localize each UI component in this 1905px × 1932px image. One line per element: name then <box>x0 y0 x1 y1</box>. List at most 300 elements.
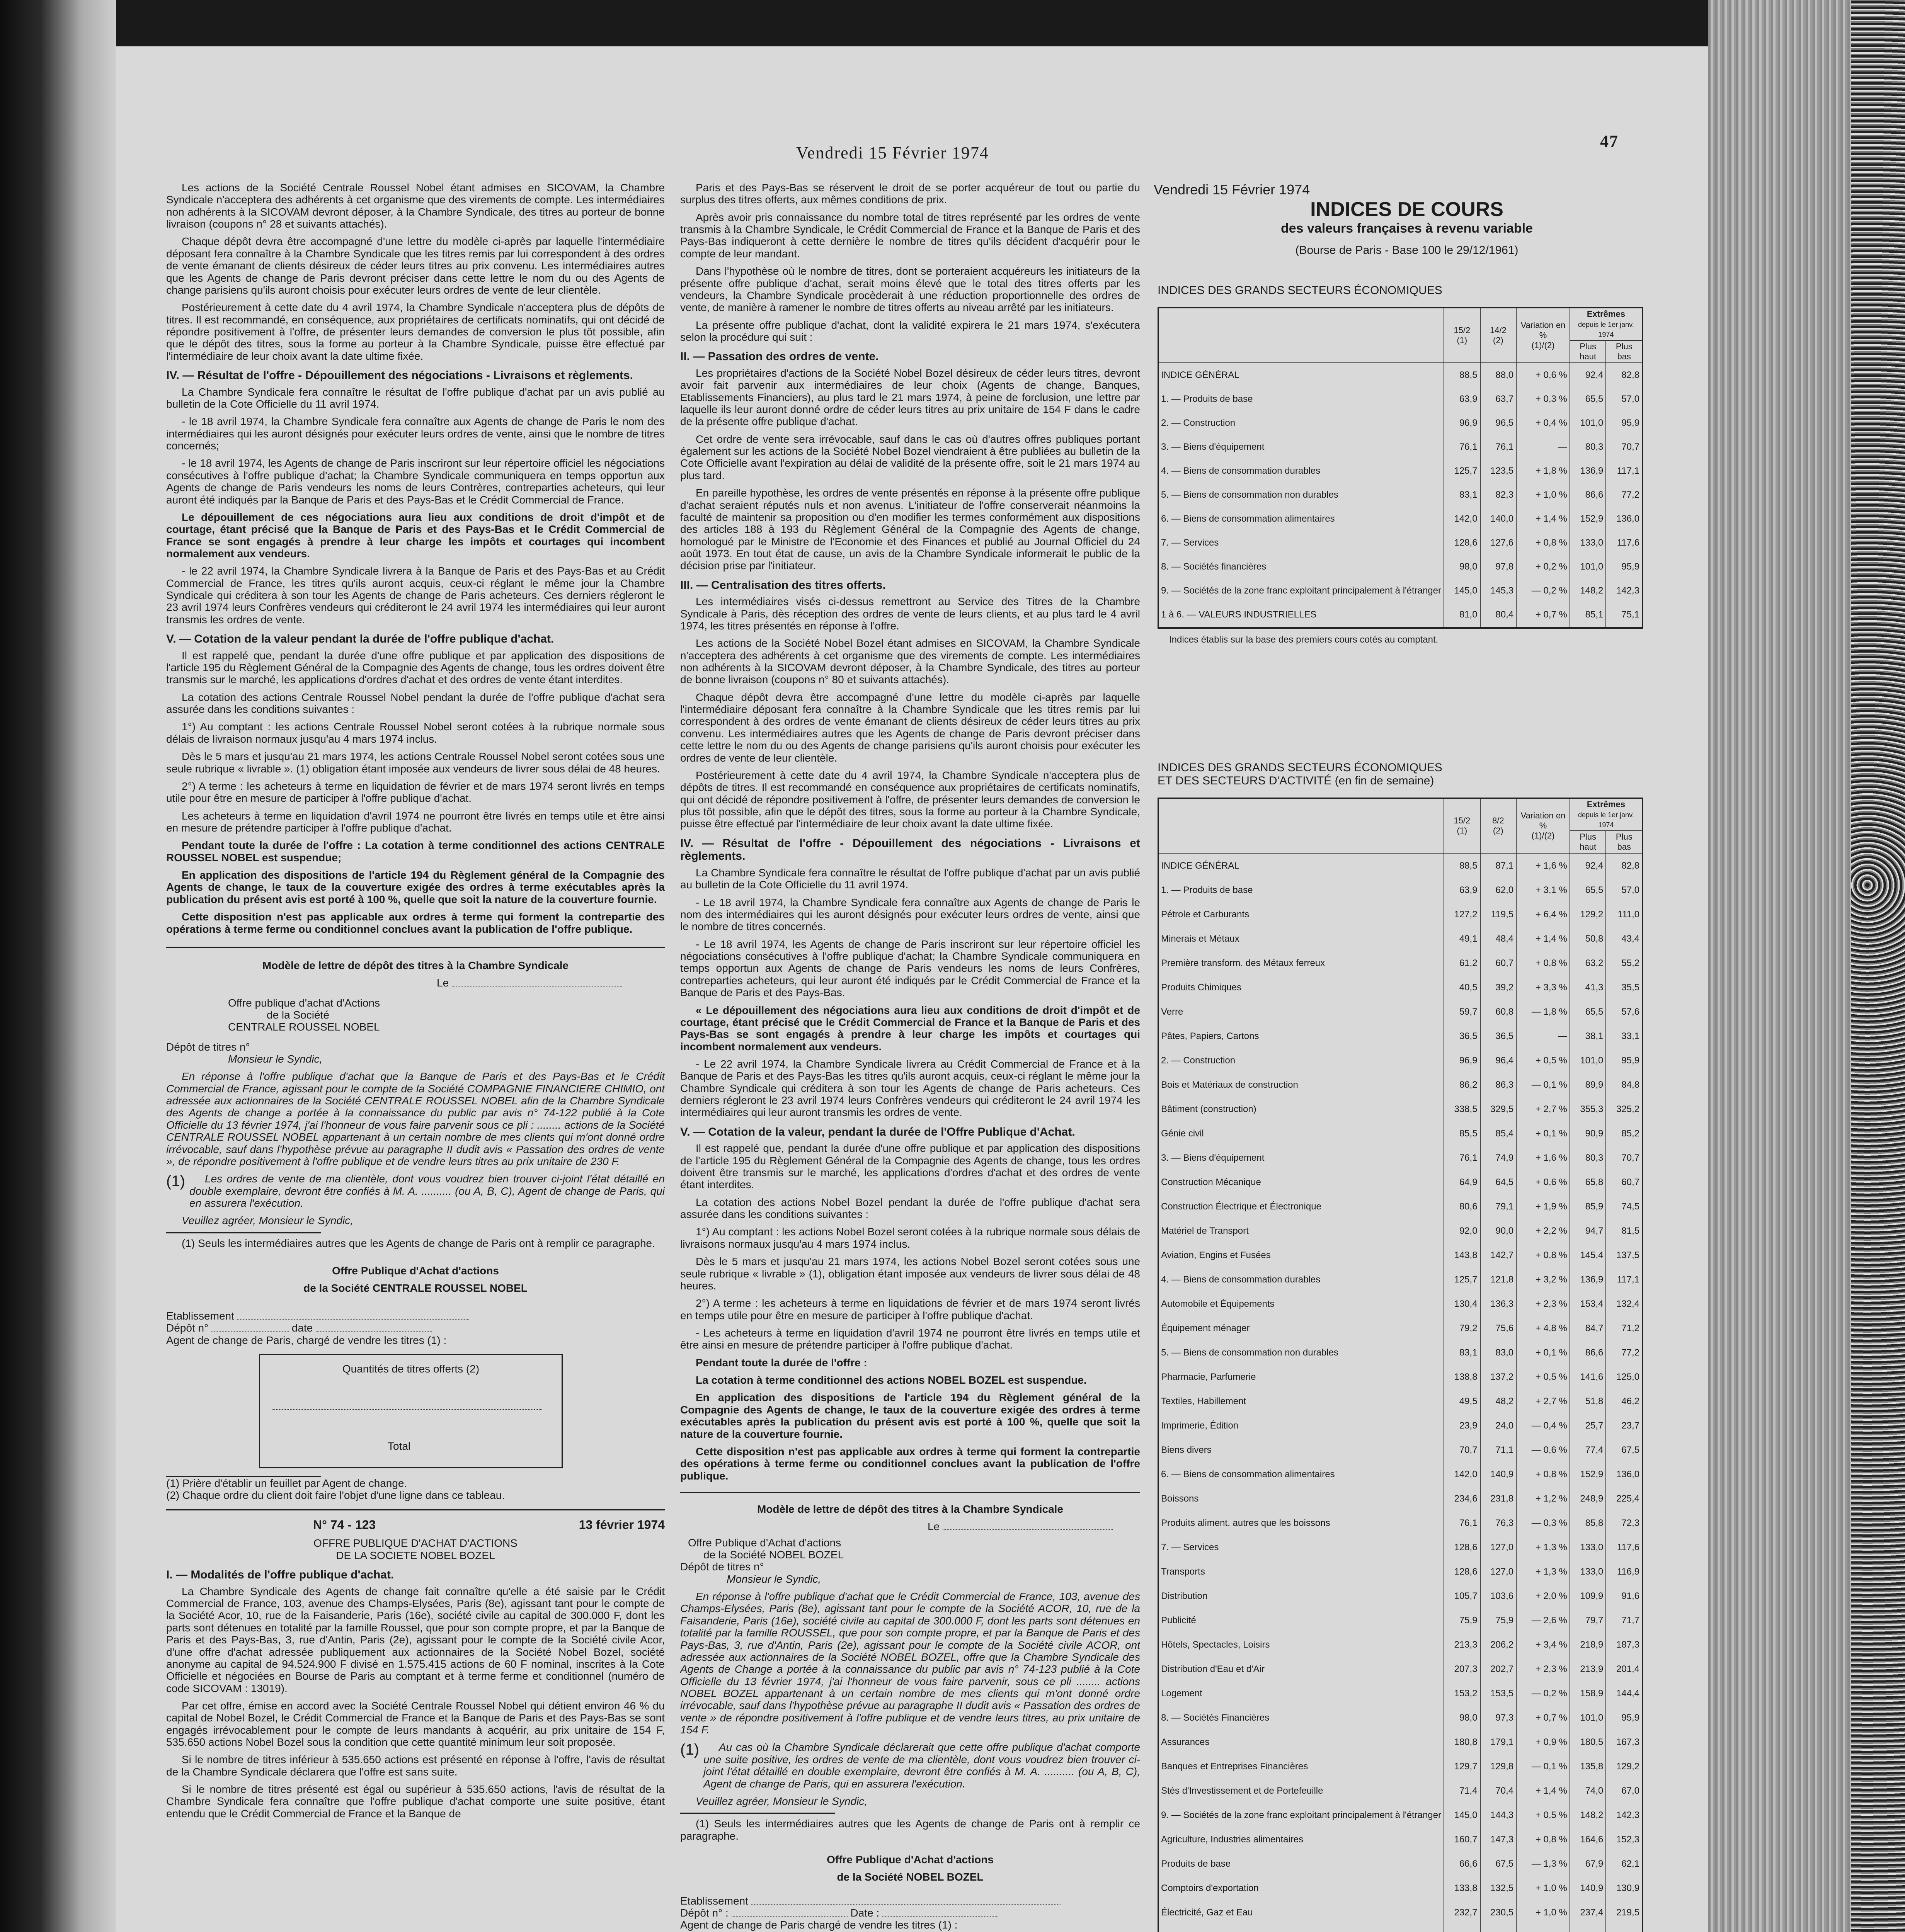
index-value-cell: 86,6 <box>1570 1340 1606 1365</box>
index-value-cell: 23,7 <box>1606 1413 1642 1438</box>
index-value-cell: 83,0 <box>1480 1340 1517 1365</box>
index-value-cell: 38,1 <box>1570 1024 1606 1048</box>
index-row <box>1159 1803 1642 1827</box>
index-value-cell: 70,7 <box>1444 1438 1480 1462</box>
index-value-cell: 329,5 <box>1480 1097 1517 1121</box>
index-value-cell: 81,0 <box>1444 603 1480 628</box>
index-value-cell: + 2,2 % <box>1516 1219 1570 1243</box>
index-value-cell: 63,9 <box>1444 387 1480 411</box>
index-value-cell: + 1,0 % <box>1516 483 1570 507</box>
index-row <box>1159 1097 1642 1121</box>
index-value-cell <box>1570 1925 1606 1932</box>
index-value-cell: + 1,0 % <box>1516 1900 1570 1925</box>
index-value-cell: 96,5 <box>1480 411 1517 435</box>
index-label-cell: Bâtiment (construction) <box>1159 1097 1444 1121</box>
index-value-cell: + 1,4 % <box>1516 507 1570 531</box>
index-value-cell: 167,3 <box>1606 1730 1642 1754</box>
index-label-cell: Matériel de Transport <box>1159 1219 1444 1243</box>
index-value-cell: 75,9 <box>1480 1608 1517 1633</box>
index-value-cell: 71,7 <box>1606 1608 1642 1633</box>
index-value-cell: + 2,3 % <box>1516 1292 1570 1316</box>
index-value-cell: 81,5 <box>1606 1219 1642 1243</box>
index-row <box>1159 1852 1642 1876</box>
index-value-cell: — 0,2 % <box>1516 1681 1570 1706</box>
index-value-cell: + 0,6 % <box>1516 363 1570 387</box>
depot-field[interactable] <box>211 1331 289 1332</box>
index-label-cell: 1. — Produits de base <box>1159 387 1444 411</box>
index-value-cell: 225,4 <box>1606 1486 1642 1511</box>
index-label-cell: INDICE GÉNÉRAL <box>1159 853 1444 878</box>
etablissement-field[interactable] <box>751 1904 1061 1905</box>
index-value-cell: 85,2 <box>1606 1121 1642 1146</box>
index-value-cell: 39,2 <box>1480 975 1517 1000</box>
index-value-cell: 248,9 <box>1570 1486 1606 1511</box>
index-value-cell: 57,0 <box>1606 878 1642 902</box>
index-value-cell: 179,1 <box>1480 1730 1517 1754</box>
index-row <box>1159 1730 1642 1754</box>
index-label-cell: Agriculture, Industries alimentaires <box>1159 1827 1444 1852</box>
index-row <box>1159 1000 1642 1024</box>
index-value-cell: — 0,4 % <box>1516 1413 1570 1438</box>
index-value-cell: 201,4 <box>1606 1657 1642 1681</box>
index-value-cell: 60,8 <box>1480 1000 1517 1024</box>
index-value-cell: 116,9 <box>1606 1560 1642 1584</box>
index-value-cell: + 0,8 % <box>1516 1827 1570 1852</box>
index-value-cell: + 0,3 % <box>1516 387 1570 411</box>
index-value-cell: 76,1 <box>1444 1511 1480 1535</box>
index-value-cell: 85,8 <box>1570 1511 1606 1535</box>
index-row <box>1159 1925 1642 1932</box>
index-value-cell: 153,4 <box>1570 1292 1606 1316</box>
index-row <box>1159 1365 1642 1389</box>
index-label-cell: Banques et Entreprises Financières <box>1159 1754 1444 1779</box>
index-value-cell: 62,1 <box>1606 1852 1642 1876</box>
index-value-cell: 101,0 <box>1570 411 1606 435</box>
index-row <box>1159 411 1642 435</box>
index-value-cell: 96,9 <box>1444 1048 1480 1073</box>
index-value-cell: 136,9 <box>1570 1267 1606 1292</box>
index-value-cell: 63,9 <box>1444 878 1480 902</box>
index-value-cell: 148,2 <box>1570 1803 1606 1827</box>
index-label-cell: Électricité, Gaz et Eau <box>1159 1900 1444 1925</box>
index-value-cell: 60,7 <box>1606 1170 1642 1194</box>
index-label-cell: 4. — Biens de consommation durables <box>1159 459 1444 483</box>
index-value-cell: 128,6 <box>1444 531 1480 555</box>
index-value-cell: 202,7 <box>1480 1657 1517 1681</box>
index-value-cell: 55,2 <box>1606 951 1642 975</box>
index-value-cell: 127,6 <box>1480 531 1517 555</box>
index-value-cell: 74,0 <box>1570 1779 1606 1803</box>
index-label-cell: Textiles, Habillement <box>1159 1389 1444 1413</box>
index-value-cell: 76,1 <box>1444 435 1480 459</box>
index-row <box>1159 531 1642 555</box>
index-label-cell: Construction Mécanique <box>1159 1170 1444 1194</box>
index-row <box>1159 459 1642 483</box>
index-label-cell: 1. — Produits de base <box>1159 878 1444 902</box>
index-value-cell: 23,9 <box>1444 1413 1480 1438</box>
indices-base: (Bourse de Paris - Base 100 le 29/12/1961) <box>1295 244 1519 257</box>
index-value-cell: 33,1 <box>1606 1024 1642 1048</box>
index-value-cell: 70,7 <box>1606 1146 1642 1170</box>
index-label-cell: 6. — Biens de consommation alimentaires <box>1159 1462 1444 1486</box>
date-field[interactable] <box>882 1916 998 1917</box>
index-label-cell: 5. — Biens de consommation non durables <box>1159 483 1444 507</box>
index-row <box>1159 1462 1642 1486</box>
index-value-cell: 119,5 <box>1480 902 1517 927</box>
index-value-cell: 75,6 <box>1480 1316 1517 1340</box>
index-value-cell: 48,2 <box>1480 1389 1517 1413</box>
index-value-cell <box>1444 1925 1480 1932</box>
index-value-cell: 65,5 <box>1570 878 1606 902</box>
index-value-cell: 130,9 <box>1606 1876 1642 1900</box>
index-row <box>1159 1779 1642 1803</box>
table1-caption: INDICES DES GRANDS SECTEURS ÉCONOMIQUES <box>1158 284 1442 297</box>
section-heading: V. — Cotation de la valeur pendant la durée de l'offre publique d'achat. <box>166 633 554 646</box>
index-row <box>1159 1560 1642 1584</box>
index-value-cell: 63,7 <box>1480 387 1517 411</box>
notice-date: 13 février 1974 <box>579 1517 665 1532</box>
index-value-cell: 66,6 <box>1444 1852 1480 1876</box>
index-value-cell: — 0,2 % <box>1516 579 1570 603</box>
index-value-cell: 133,8 <box>1444 1876 1480 1900</box>
index-row <box>1159 483 1642 507</box>
index-value-cell: + 0,5 % <box>1516 1048 1570 1073</box>
index-value-cell: + 2,7 % <box>1516 1097 1570 1121</box>
indices-column <box>1154 182 1660 1932</box>
index-value-cell: 213,3 <box>1444 1633 1480 1657</box>
index-value-cell: — 0,6 % <box>1516 1438 1570 1462</box>
index-label-cell: 9. — Sociétés de la zone franc exploitant principalement à l'étranger <box>1159 579 1444 603</box>
index-value-cell: 74,9 <box>1480 1146 1517 1170</box>
index-row <box>1159 1024 1642 1048</box>
index-value-cell: — 1,8 % <box>1516 1000 1570 1024</box>
index-value-cell: 24,0 <box>1480 1413 1517 1438</box>
index-value-cell: 77,4 <box>1570 1438 1606 1462</box>
left-column: Les actions de la Société Centrale Roussel Nobel étant admises en SICOVAM, la Chambre Syndicale n'acceptera des adhérents à cet organisme que des virements de compte. Les intermédiaires non adhérents à la SICOVAM devront déposer, à la Chambre Syndicale, des titres au porteur de bonne livraison (coupons n° 28 et suivants attachés). Chaque dépôt devra être accompagné d'une lettre du modèle ci-après par laquelle l'intermédiaire déposant fera connaître à la Chambre Syndicale que les titres remis par lui correspondent à des ordres de vente émanant de clients désireux de céder leurs titres au prix convenu. Les intermédiaires autres que les Agents de change de Paris devront préciser dans cette lettre le nom du ou des Agents de change parisiens qu'ils auront choisis pour exécuter leurs ordres de vente de leur clientèle. Postérieurement à cette date du 4 avril 1974, la Chambre Syndicale n'acceptera plus de dépôts de titres. Il est recommandé, en conséquence, aux propriétaires de certificats nominatifs, qui ont décidé de répondre positivement à l'offre, de présenter leurs demandes de conversion le plus tôt possible, afin que le dépôt des titres, sous la forme au porteur à la Chambre Syndicale, puisse être effectué par l'intermédiaire de leur choix avant la date ultime fixée. IV. — Résultat de l'offre - Dépouillement des négociations - Livraisons et règlements. La Chambre Syndicale fera connaître le résultat de l'offre publique d'achat par un avis publié au bulletin de la Cote Officielle du 11 avril 1974. - le 18 avril 1974, la Chambre Syndicale fera connaître aux Agents de change de Paris le nom des intermédiaires qui les auront désignés pour exécuter leurs ordres de vente, ainsi que le nombre de titres concernés; - le 18 avril 1974, les Agents de change de Paris inscriront sur leur répertoire officiel les négociations consécutives à l'offre publique d'achat; la Chambre Syndicale communiquera en temps opportun aux Agents de change de Paris vendeurs les noms de leurs Contrères, contreparties acheteurs, qui leur auront été indiqués par la Banque de Paris et des Pays-Bas et le Crédit Commercial de France. Le dépouillement de ces négociations aura lieu aux conditions de droit d'impôt et de courtage, étant précisé que la Banque de Paris et des Pays-Bas et le Crédit Commercial de France se sont engagés à prendre à leur charge les impôts et courtages qui incombent normalement aux vendeurs. - le 22 avril 1974, la Chambre Syndicale livrera à la Banque de Paris et des Pays-Bas et au Crédit Commercial de France, les titres qu'ils auront acquis, ceux-ci réglant le même jour la Chambre Syndicale qui créditera à son tour les Agents de change de Paris acheteurs. Ces derniers régleront le 23 avril 1974 leurs Confrères vendeurs qui créditeront le 24 avril 1974 les intermédiaires qui leur auront transmis les ordres de vente. V. — Cotation de la valeur pendant la durée de l'offre publique d'achat. Il est rappelé que, pendant la durée d'une offre publique et par application des dispositions de l'article 195 du Règlement Général de la Compagnie des Agents de change, tous les ordres doivent être transmis sur le marché, les applications d'ordres d'achat et des ordres de vente étant interdites. La cotation des actions Centrale Roussel Nobel pendant la durée de l'offre publique d'achat sera assurée dans les conditions suivantes : 1°) Au comptant : les actions Centrale Roussel Nobel seront cotées à la rubrique normale sous délais de livraison normaux jusqu'au 4 mars 1974 inclus. Dès le 5 mars et jusqu'au 21 mars 1974, les actions Centrale Roussel Nobel seront cotées sous une seule rubrique « livrable ». (1) obligation étant imposée aux vendeurs de livrer sous délai de 48 heures. 2°) A terme : les acheteurs à terme en liquidation de février et de mars 1974 seront livrés en temps utile pour être en mesure de participer à l'offre publique d'achat. Les acheteurs à terme en liquidation d'avril 1974 ne pourront être livrés en temps utile et être ainsi en mesure de prétendre participer à l'offre publique d'achat. Pendant toute la durée de l'offre : La cotation à terme conditionnel des actions CENTRALE ROUSSEL NOBEL est suspendue; En application des dispositions de l'article 194 du Règlement général de la Compagnie des Agents de change, le taux de la couverture exigée des ordres à terme exécutables après la publication du présent avis est porté à 100 %, quelle que soit la nature de la couverture fournie. Cette disposition n'est pas applicable aux ordres à terme qui forment la contrepartie des opérations à terme ferme ou conditionnel conclues avant la publication de l'offre publique. Modèle de lettre de dépôt des titres à la Chambre Syndicale Le Offre publique d'achat d'Actions de la Société CENTRALE ROUSSEL NOBEL Dépôt de titres n° Monsieur le Syndic, En réponse à l'offre publique d'achat que la Banque de Paris et des Pays-Bas et le Crédit Commercial de France, agissant pour le compte de la Société COMPAGNIE FINANCIERE CHIMIO, ont adressée aux actionnaires de la Société CENTRALE ROUSSEL NOBEL afin de la Chambre Syndicale des Agents de change a portée à la connaissance du public par avis n° 74-122 publié à la Cote Officielle du 13 février 1974, j'ai l'honneur de vous faire parvenir sous ce pli : ........ actions de la Société CENTRALE ROUSSEL NOBEL appartenant à un certain nombre de mes clients qui m'ont donné ordre irrévocable, sauf dans l'hypothèse prévue au paragraphe II dudit avis « Passation des ordres de vente », de répondre positivement à l'offre publique et de vendre leurs titres au prix unitaire de 230 F. (1) Les ordres de vente de ma clientèle, dont vous voudrez bien trouver ci-joint l'état détaillé en double exemplaire, devront être confiés à M. A. .......... (ou A, B, C), Agent de change de Paris, qui en assurera l'exécution. Veuillez agréer, Monsieur le Syndic, (1) Seuls les intermédiaires autres que les Agents de change de Paris ont à remplir ce paragraphe. Offre Publique d'Achat d'actions de la Société CENTRALE ROUSSEL NOBEL Etablissement Dépôt n° date Agent de change de Paris, chargé de vendre les titres (1) : Quantités de titres offerts (2) Total (1) Prière d'établir un feuillet par Agent de change. (2) Chaque ordre du client doit faire l'objet d'une ligne dans ce tableau. N° 74 - 123 13 février 1974 OFFRE PUBLIQUE D'ACHAT D'ACTIONS DE LA SOCIETE NOBEL BOZEL I. — Modalités de l'offre publique d'achat. La Chambre Syndicale des Agents de change fait connaître qu'elle a été saisie par le Crédit Commercial de France, 103, avenue des Champs-Elysées, Paris (8e), agissant tant pour le compte de la Société Acor, 10, rue de la Faisanderie, Paris (16e), société civile au capital de 300.000 F, dont les parts sont détenues en totalité par la famille Roussel, que pour son compte propre, et par la Banque de Paris et des Pays-Bas, 3, rue d'Antin, Paris (2e), agissant pour le compte de la Société civile Acor, d'une offre d'achat adressée publiquement aux actionnaires de la Société Nobel Bozel, société anonyme au capital de 94.524.900 F divisé en 1.575.415 actions de 60 F nominal, inscrites à la Cote Officielle et négociées en Bourse de Paris au comptant et à terme ferme et conditionnel (numéro de code SICOVAM : 13019). Par cet offre, émise en accord avec la Société Centrale Roussel Nobel qui détient environ 46 % du capital de Nobel Bozel, le Crédit Commercial de France et la Banque de Paris et des Pays-Bas se sont engagés irrévocablement pour le compte de leurs mandants à acquérir, au prix unitaire de 154 F, 535.650 actions Nobel Bozel sous la condition que cette quantité minimum leur soit proposée. Si le nombre de titres inférieur à 535.650 actions est présenté en réponse à l'offre, l'avis de résultat de la Chambre Syndicale déclarera que l'offre est sans suite. Si le nombre de titres présenté est égal ou supérieur à 535.650 actions, l'avis de résultat de la Chambre Syndicale fera connaître que l'offre publique d'achat comporte une suite positive, étant entendu que le Crédit Commercial de France et la Banque de <box>166 182 665 1820</box>
index-value-cell: 234,6 <box>1444 1486 1480 1511</box>
index-value-cell: 85,4 <box>1480 1121 1517 1146</box>
index-value-cell: 67,5 <box>1480 1852 1517 1876</box>
index-value-cell: + 1,2 % <box>1516 1486 1570 1511</box>
index-label-cell: Verre <box>1159 1000 1444 1024</box>
index-value-cell: 92,4 <box>1570 853 1606 878</box>
index-value-cell: 237,4 <box>1570 1900 1606 1925</box>
index-value-cell: 140,0 <box>1480 507 1517 531</box>
index-value-cell: + 3,3 % <box>1516 975 1570 1000</box>
index-value-cell: 153,2 <box>1444 1681 1480 1706</box>
index-value-cell: + 0,7 % <box>1516 1706 1570 1730</box>
index-value-cell: 79,2 <box>1444 1316 1480 1340</box>
index-value-cell: 137,5 <box>1606 1243 1642 1267</box>
index-value-cell: 125,0 <box>1606 1365 1642 1389</box>
index-value-cell: — 1,3 % <box>1516 1852 1570 1876</box>
index-row <box>1159 555 1642 579</box>
index-value-cell: 129,8 <box>1480 1754 1517 1779</box>
index-value-cell: 101,0 <box>1570 1706 1606 1730</box>
index-row <box>1159 1608 1642 1633</box>
section-heading: IV. — Résultat de l'offre - Dépouillement des négociations - Livraisons et règlements. <box>166 369 633 382</box>
index-row <box>1159 1486 1642 1511</box>
index-label-cell: Génie civil <box>1159 1121 1444 1146</box>
index-value-cell: 180,8 <box>1444 1730 1480 1754</box>
index-row <box>1159 1681 1642 1706</box>
model-letter-title: Modèle de lettre de dépôt des titres à la Chambre Syndicale <box>262 959 569 971</box>
index-value-cell: + 2,3 % <box>1516 1657 1570 1681</box>
index-label-cell: Produits Chimiques <box>1159 975 1444 1000</box>
index-value-cell: + 3,1 % <box>1516 878 1570 902</box>
index-row <box>1159 975 1642 1000</box>
index-value-cell: + 1,3 % <box>1516 1535 1570 1560</box>
index-row <box>1159 1876 1642 1900</box>
index-value-cell: 145,4 <box>1570 1243 1606 1267</box>
index-label-cell: Distribution <box>1159 1584 1444 1608</box>
index-value-cell: 95,9 <box>1606 411 1642 435</box>
index-value-cell: 160,7 <box>1444 1827 1480 1852</box>
index-value-cell: 132,5 <box>1480 1876 1517 1900</box>
index-value-cell <box>1606 1925 1642 1932</box>
index-label-cell: Automobile et Équipements <box>1159 1292 1444 1316</box>
index-value-cell: 111,0 <box>1606 902 1642 927</box>
index-label-cell: Minerais et Métaux <box>1159 927 1444 951</box>
index-value-cell: 95,9 <box>1606 555 1642 579</box>
index-value-cell: 125,7 <box>1444 1267 1480 1292</box>
index-value-cell: 145,0 <box>1444 1803 1480 1827</box>
index-value-cell: 83,1 <box>1444 1340 1480 1365</box>
index-row <box>1159 1048 1642 1073</box>
index-row <box>1159 1706 1642 1730</box>
index-value-cell: 67,5 <box>1606 1438 1642 1462</box>
index-label-cell: Hôtels, Spectacles, Loisirs <box>1159 1633 1444 1657</box>
index-row <box>1159 1633 1642 1657</box>
index-row <box>1159 1535 1642 1560</box>
index-value-cell: 231,8 <box>1480 1486 1517 1511</box>
index-value-cell: + 0,8 % <box>1516 951 1570 975</box>
index-value-cell: 95,9 <box>1606 1048 1642 1073</box>
index-value-cell: 62,0 <box>1480 878 1517 902</box>
index-row <box>1159 1657 1642 1681</box>
index-value-cell: 136,0 <box>1606 507 1642 531</box>
index-value-cell: 59,7 <box>1444 1000 1480 1024</box>
index-value-cell: 136,3 <box>1480 1292 1517 1316</box>
index-value-cell: + 1,4 % <box>1516 1779 1570 1803</box>
table2-caption: INDICES DES GRANDS SECTEURS ÉCONOMIQUES <box>1158 761 1442 774</box>
index-value-cell: 125,7 <box>1444 459 1480 483</box>
indices-table-1: 15/2 (1) 14/2 (2) Variation en % (1)/(2) Extrêmes depuis le 1er janv. 1974 Plus haut Plus bas INDICE GÉNÉRAL 88,5 88,0 + 0,6 % 92,4 82,8 1. — Produits de base 63,9 63,7 + 0,3 % 65,5 57,0 2. — Construction 96,9 96,5 + 0,4 % 101,0 95,9 3. — Biens d'équipement 76,1 76,1 — 80,3 70,7 4. — Biens de consommation durables 125,7 123,5 + 1,8 % 136,9 117,1 5. — Biens de consommation non durables 83,1 82,3 + 1,0 % 86,6 77,2 6. — Biens de consommation alimentaires 142,0 140,0 + 1,4 % 152,9 136,0 7. — Services 128,6 127,6 + 0,8 % 133,0 117,6 8. — Sociétés financières 98,0 97,8 + 0,2 % 101,0 95,9 9. — Sociétés de la zone franc exploitant principalement à l'étranger 145,0 145,3 — 0,2 % 148,2 142,3 1 à 6. — VALEURS INDUSTRIELLES 81,0 80,4 + 0,7 % 85,1 75,1 <box>1158 307 1643 629</box>
running-header-date: Vendredi 15 Février 1974 <box>796 143 989 162</box>
index-value-cell: + 4,8 % <box>1516 1316 1570 1340</box>
index-row <box>1159 951 1642 975</box>
index-value-cell: 85,5 <box>1444 1121 1480 1146</box>
index-value-cell: 142,0 <box>1444 1462 1480 1486</box>
index-value-cell: 123,5 <box>1480 459 1517 483</box>
index-value-cell: 117,1 <box>1606 459 1642 483</box>
index-value-cell: 76,1 <box>1480 435 1517 459</box>
index-row <box>1159 363 1642 387</box>
index-value-cell: 207,3 <box>1444 1657 1480 1681</box>
index-value-cell: 43,4 <box>1606 927 1642 951</box>
index-value-cell: 65,5 <box>1570 387 1606 411</box>
index-value-cell: 152,9 <box>1570 1462 1606 1486</box>
index-label-cell: 7. — Services <box>1159 1535 1444 1560</box>
index-value-cell: 74,5 <box>1606 1194 1642 1219</box>
index-value-cell: + 0,1 % <box>1516 1121 1570 1146</box>
index-value-cell: 136,9 <box>1570 459 1606 483</box>
index-row <box>1159 579 1642 603</box>
left-page-edge <box>0 0 116 1932</box>
index-value-cell: 75,9 <box>1444 1608 1480 1633</box>
depot-field[interactable] <box>732 1916 848 1917</box>
index-value-cell: 79,7 <box>1570 1608 1606 1633</box>
index-value-cell: 153,5 <box>1480 1681 1517 1706</box>
index-value-cell: 49,5 <box>1444 1389 1480 1413</box>
date-field[interactable] <box>316 1331 432 1332</box>
index-row <box>1159 878 1642 902</box>
index-label-cell: Aviation, Engins et Fusées <box>1159 1243 1444 1267</box>
index-value-cell: + 0,2 % <box>1516 555 1570 579</box>
index-value-cell: 101,0 <box>1570 1048 1606 1073</box>
index-row <box>1159 1243 1642 1267</box>
index-value-cell: 48,4 <box>1480 927 1517 951</box>
indices-date: Vendredi 15 Février 1974 <box>1154 182 1310 197</box>
index-value-cell: 71,4 <box>1444 1779 1480 1803</box>
index-value-cell: 218,9 <box>1570 1633 1606 1657</box>
index-label-cell: Produits de base <box>1159 1852 1444 1876</box>
index-label-cell: Transports <box>1159 1560 1444 1584</box>
index-value-cell: 95,9 <box>1606 1706 1642 1730</box>
index-value-cell: 142,3 <box>1606 1803 1642 1827</box>
index-value-cell: 60,7 <box>1480 951 1517 975</box>
index-value-cell: 70,7 <box>1606 435 1642 459</box>
index-value-cell: 129,2 <box>1606 1754 1642 1779</box>
index-value-cell: + 1,0 % <box>1516 1876 1570 1900</box>
index-label-cell: 1 à 6. — VALEURS INDUSTRIELLES <box>1159 603 1444 628</box>
index-value-cell: 84,7 <box>1570 1316 1606 1340</box>
index-value-cell: 35,5 <box>1606 975 1642 1000</box>
index-value-cell: 80,6 <box>1444 1194 1480 1219</box>
index-label-cell: 3. — Biens d'équipement <box>1159 435 1444 459</box>
index-value-cell: 117,1 <box>1606 1267 1642 1292</box>
index-label-cell: 7. — Services <box>1159 531 1444 555</box>
index-value-cell: + 1,9 % <box>1516 1194 1570 1219</box>
index-value-cell: 51,8 <box>1570 1389 1606 1413</box>
index-row <box>1159 1194 1642 1219</box>
index-value-cell: 76,3 <box>1480 1511 1517 1535</box>
index-value-cell: 57,0 <box>1606 387 1642 411</box>
index-value-cell: 86,3 <box>1480 1073 1517 1097</box>
index-value-cell: 129,2 <box>1570 902 1606 927</box>
index-row <box>1159 1073 1642 1097</box>
index-value-cell: 57,6 <box>1606 1000 1642 1024</box>
index-value-cell: 158,9 <box>1570 1681 1606 1706</box>
table2-caption-2: ET DES SECTEURS D'ACTIVITÉ (en fin de semaine) <box>1158 774 1434 787</box>
index-value-cell: 50,8 <box>1570 927 1606 951</box>
index-value-cell: 145,3 <box>1480 579 1517 603</box>
index-label-cell: Produits aliment. autres que les boissons <box>1159 1511 1444 1535</box>
index-value-cell: 152,9 <box>1570 507 1606 531</box>
index-value-cell: 117,6 <box>1606 531 1642 555</box>
index-value-cell: 82,3 <box>1480 483 1517 507</box>
index-value-cell: + 0,8 % <box>1516 1243 1570 1267</box>
index-value-cell: 96,4 <box>1480 1048 1517 1073</box>
index-label-cell: Imprimerie, Édition <box>1159 1413 1444 1438</box>
index-row <box>1159 1827 1642 1852</box>
index-value-cell: 75,1 <box>1606 603 1642 628</box>
index-value-cell: 82,8 <box>1606 363 1642 387</box>
index-value-cell: + 0,4 % <box>1516 411 1570 435</box>
index-row <box>1159 387 1642 411</box>
index-value-cell: + 1,4 % <box>1516 927 1570 951</box>
index-value-cell: 64,9 <box>1444 1170 1480 1194</box>
index-value-cell: — <box>1516 435 1570 459</box>
indices-table-2: 15/2 (1) 8/2 (2) Variation en % (1)/(2) Extrêmes depuis le 1er janv. 1974 Plus haut Plus bas INDICE GÉNÉRAL 88,5 87,1 + 1,6 % 92,4 82,8 1. — Produits de base 63,9 62,0 + 3,1 % 65,5 57,0 Pétrole et Carburants 127,2 119,5 + 6,4 % 129,2 111,0 Minerais et Métaux 49,1 48,4 + 1,4 % 50,8 43,4 Première transform. des Métaux ferreux 61,2 60,7 + 0,8 % 63,2 55,2 Produits Chimiques 40,5 39,2 + 3,3 % 41,3 35,5 Verre 59,7 60,8 — 1,8 % 65,5 57,6 Pâtes, Papiers, Cartons 36,5 36,5 — 38,1 33,1 2. — Construction 96,9 96,4 + 0,5 % 101,0 95,9 Bois et Matériaux de construction 86,2 86,3 — 0,1 % 89,9 84,8 Bâtiment (construction) 338,5 329,5 + 2,7 % 355,3 325,2 Génie civil 85,5 85,4 + 0,1 % 90,9 85,2 3. — Biens d'équipement 76,1 74,9 + 1,6 % 80,3 70,7 Construction Mécanique 64,9 64,5 + 0,6 % 65,8 60,7 Construction Électrique et Électronique 80,6 79,1 + 1,9 % 85,9 74,5 Matériel de Transport 92,0 90,0 + 2,2 % 94,7 81,5 Aviation, Engins et Fusées 143,8 142,7 + 0,8 % 145,4 137,5 4. — Biens de consommation durables 125,7 121,8 + 3,2 % 136,9 117,1 Automobile et Équipements 130,4 136,3 + 2,3 % 153,4 132,4 Équipement ménager 79,2 75,6 + 4,8 % 84,7 71,2 5. — Biens de consommation non durables 83,1 83,0 + 0,1 % 86,6 77,2 Pharmacie, Parfumerie 138,8 137,2 + 0,5 % 141,6 125,0 Textiles, Habillement 49,5 48,2 + 2,7 % 51,8 46,2 Imprimerie, Édition 23,9 24,0 — 0,4 % 25,7 23,7 Biens divers 70,7 71,1 — 0,6 % 77,4 67,5 6. — Biens de consommation alimentaires 142,0 140,9 + 0,8 % 152,9 136,0 Boissons 234,6 231,8 + 1,2 % 248,9 225,4 Produits aliment. autres que les boissons 76,1 76,3 — 0,3 % 85,8 72,3 7. — Services 128,6 127,0 + 1,3 % 133,0 117,6 Transports 128,6 127,0 + 1,3 % 133,0 116,9 Distribution 105,7 103,6 + 2,0 % 109,9 91,6 Publicité 75,9 75,9 — 2,6 % 79,7 71,7 Hôtels, Spectacles, Loisirs 213,3 206,2 + 3,4 % 218,9 187,3 Distribution d'Eau et d'Air 207,3 202,7 + 2,3 % 213,9 201,4 Logement 153,2 153,5 — 0,2 % 158,9 144,4 8. — Sociétés Financières 98,0 97,3 + 0,7 % 101,0 95,9 Assurances 180,8 179,1 + 0,9 % 180,5 167,3 Banques et Entreprises Financières 129,7 129,8 — 0,1 % 135,8 129,2 Stés d'Investissement et de Portefeuille 71,4 70,4 + 1,4 % 74,0 67,0 9. — Sociétés de la zone franc exploitant principalement à l'étranger 145,0 144,3 + 0,5 % 148,2 142,3 Agriculture, Industries alimentaires 160,7 147,3 + 0,8 % 164,6 152,3 Produits de base 66,6 67,5 — 1,3 % 67,9 62,1 Comptoirs d'exportation 133,8 132,5 + 1,0 % 140,9 130,9 Électricité, Gaz et Eau 232,7 230,5 + 1,0 % 237,4 219,5 <box>1158 798 1643 1932</box>
index-value-cell: 97,8 <box>1480 555 1517 579</box>
index-row <box>1159 507 1642 531</box>
index-value-cell: 87,1 <box>1480 853 1517 878</box>
index-value-cell: 25,7 <box>1570 1413 1606 1438</box>
index-value-cell: + 2,0 % <box>1516 1584 1570 1608</box>
index-row <box>1159 1219 1642 1243</box>
page-number: 47 <box>1600 132 1619 151</box>
index-value-cell: 90,9 <box>1570 1121 1606 1146</box>
index-value-cell: 76,1 <box>1444 1146 1480 1170</box>
index-value-cell: 79,1 <box>1480 1194 1517 1219</box>
index-value-cell: 232,7 <box>1444 1900 1480 1925</box>
index-value-cell: 65,8 <box>1570 1170 1606 1194</box>
index-value-cell: + 3,2 % <box>1516 1267 1570 1292</box>
index-value-cell: 355,3 <box>1570 1097 1606 1121</box>
index-value-cell: 180,5 <box>1570 1730 1606 1754</box>
index-value-cell: 88,0 <box>1480 363 1517 387</box>
index-value-cell: — 0,1 % <box>1516 1073 1570 1097</box>
index-value-cell: 71,1 <box>1480 1438 1517 1462</box>
index-value-cell: 133,0 <box>1570 1560 1606 1584</box>
index-value-cell: 135,8 <box>1570 1754 1606 1779</box>
index-value-cell: 127,2 <box>1444 902 1480 927</box>
index-value-cell: + 0,1 % <box>1516 1340 1570 1365</box>
index-row <box>1159 1292 1642 1316</box>
index-row <box>1159 1340 1642 1365</box>
index-value-cell: 142,0 <box>1444 507 1480 531</box>
middle-column: Paris et des Pays-Bas se réservent le droit de se porter acquéreur de tout ou partie du surplus des titres offerts, aux mêmes conditions de prix. Après avoir pris connaissance du nombre total de titres représenté par les ordres de vente transmis à la Chambre Syndicale, le Crédit Commercial de France et la Banque de Paris et des Pays-Bas indiqueront à cette dernière le nombre de titres qu'ils décident d'acquérir pour le compte de leur mandant. Dans l'hypothèse où le nombre de titres, dont se porteraient acquéreurs les initiateurs de la présente offre publique d'achat, serait moins élevé que le total des titres offerts par les vendeurs, la Chambre Syndicale procèderait à une réduction proportionnelle des ordres de vente, de manière à ramener le nombre de titres offerts au niveau arrêté par les initiateurs. La présente offre publique d'achat, dont la validité expirera le 21 mars 1974, s'exécutera selon la procédure qui suit : II. — Passation des ordres de vente. Les propriétaires d'actions de la Société Nobel Bozel désireux de céder leurs titres, devront avoir fait parvenir aux intermédiaires de leur choix (Agents de change, Banques, Etablissements Financiers), au plus tard le 21 mars 1974, à peine de forclusion, une lettre par laquelle ils leur auront donné ordre de céder leurs titres au prix unitaire de 154 F dans le cadre de la présente offre publique d'achat. Cet ordre de vente sera irrévocable, sauf dans le cas où d'autres offres publiques portant également sur les actions de la Société Nobel Bozel viendraient à être publiées au bulletin de la Cote Officielle avant l'expiration au délai de validité de la présente offre, soit le 21 mars 1974 au plus tard. En pareille hypothèse, les ordres de vente présentés en réponse à la présente offre publique d'achat seraient réputés nuls et non avenus. L'initiateur de l'offre conserverait néanmoins la faculté de maintenir sa proposition ou d'en modifier les termes conformément aux dispositions des articles 188 à 193 du Règlement Général de la Compagnie des Agents de change, homologué par le Ministre de l'Economie et des Finances et publié au Journal Officiel du 24 août 1973. En tout état de cause, un avis de la Chambre Syndicale informerait le public de la décision prise par l'initiateur. III. — Centralisation des titres offerts. Les intermédiaires visés ci-dessus remettront au Service des Titres de la Chambre Syndicale à Paris, dès réception des ordres de vente de leurs clients, et au plus tard le 4 avril 1974, les titres présentés en réponse à l'offre. Les actions de la Société Nobel Bozel étant admises en SICOVAM, la Chambre Syndicale n'acceptera des adhérents à cet organisme que des virements de compte. Les intermédiaires non adhérents à la SICOVAM devront déposer, à la Chambre Syndicale, des titres au porteur de bonne livraison (coupons n° 80 et suivants attachés). Chaque dépôt devra être accompagné d'une lettre du modèle ci-après par laquelle l'intermédiaire déposant fera connaître à la Chambre Syndicale que les titres remis par lui correspondent à des ordres de vente émanant de clients désireux de céder leurs titres au prix convenu. Les intermédiaires autres que les Agents de change de Paris devront préciser dans cette lettre le nom du ou des Agents de change parisiens qu'ils auront choisis pour exécuter les ordres de vente de leur clientèle. Postérieurement à cette date du 4 avril 1974, la Chambre Syndicale n'acceptera plus de dépôts de titres. Il est recommandé en conséquence aux propriétaires de certificats nominatifs, qui ont décidé de répondre positivement à l'offre, de présenter leurs demandes de conversion le plus tôt possible, afin que le dépôt des titres, sous la forme au porteur à la Chambre Syndicale, puisse être effectué par l'intermédiaire de leur choix avant la date ultime fixée. IV. — Résultat de l'offre - Dépouillement des négociations - Livraisons et règlements. La Chambre Syndicale fera connaître le résultat de l'offre publique d'achat par un avis publié au bulletin de la Cote Officielle du 11 avril 1974. - Le 18 avril 1974, la Chambre Syndicale fera connaître aux Agents de change de Paris le nom des intermédiaires qui les auront désignés pour exécuter leurs ordres de vente, ainsi que le nombre de titres concernés. - Le 18 avril 1974, les Agents de change de Paris inscriront sur leur répertoire officiel les négociations consécutives à l'offre publique d'achat; la Chambre Syndicale communiquera en temps opportun aux Agents de change de Paris vendeurs les noms de leurs Confrères, contreparties acheteurs, qui leur auront été indiqués par le Crédit Commercial de France et la Banque de Paris et des Pays-Bas. « Le dépouillement des négociations aura lieu aux conditions de droit d'impôt et de courtage, étant précisé que le Crédit Commercial de France et la Banque de Paris et des Pays-Bas se sont engagés à prendre à leur charge les impôts et courtages qui incombent normalement aux vendeurs. - Le 22 avril 1974, la Chambre Syndicale livrera au Crédit Commercial de France et à la Banque de Paris et des Pays-Bas les titres qu'ils auront acquis, ceux-ci réglant le même jour la Chambre Syndicale qui créditera à son tour les Agents de change de Paris acheteurs. Ces derniers régleront le 23 avril 1974 leurs Confrères vendeurs qui créditeront le 24 avril 1974 les intermédiaires qui leur auront transmis les ordres de vente. V. — Cotation de la valeur, pendant la durée de l'Offre Publique d'Achat. Il est rappelé que, pendant la durée d'une offre publique et par application des dispositions de l'article 195 du Règlement Général de la Compagnie des Agents de change, tous les ordres doivent être transmis sur le marché, les applications d'ordres d'achat et des ordres de vente étant interdites. La cotation des actions Nobel Bozel pendant la durée de l'offre publique d'achat sera assurée dans les conditions suivantes : 1°) Au comptant : les actions Nobel Bozel seront cotées à la rubrique normale sous délais de livraisons normaux jusqu'au 4 mars 1974 inclus. Dès le 5 mars et jusqu'au 21 mars 1974, les actions Nobel Bozel seront cotées sous une seule rubrique « livrable » (1), obligation étant imposée aux vendeurs de livrer sous délai de 48 heures. 2°) A terme : les acheteurs à terme en liquidations de février et de mars 1974 seront livrés en temps utile pour être en mesure de participer à l'offre publique d'achat. - Les acheteurs à terme en liquidation d'avril 1974 ne pourront être livrés en temps utile et être ainsi en mesure de prétendre participer à l'offre publique d'achat. Pendant toute la durée de l'offre : La cotation à terme conditionnel des actions NOBEL BOZEL est suspendue. En application des dispositions de l'article 194 du Règlement général de la Compagnie des Agents de change, le taux de la couverture exigée des ordres à terme exécutables après la publication du présent avis est porté à 100 %, quelle que soit la nature de la couverture fournie. Cette disposition n'est pas applicable aux ordres à terme qui forment la contrepartie des opérations à terme ferme ou conditionnel conclues avant la publication de l'offre publique. Modèle de lettre de dépôt des titres à la Chambre Syndicale Le Offre Publique d'Achat d'actions de la Société NOBEL BOZEL Dépôt de titres n° Monsieur le Syndic, En réponse à l'offre publique d'achat que le Crédit Commercial de France, 103, avenue des Champs-Elysées, Paris (8e), agissant tant pour le compte de la Société ACOR, 10, rue de la Faisanderie, Paris (16e), société civile au capital de 300.000 F, dont les parts sont détenues en totalité par la famille ROUSSEL, que pour son compte propre, et par la Banque de Paris et des Pays-Bas, 3, rue d'Antin, Paris (2e), agissant pour le compte de la Société civile ACOR, ont adressée aux actionnaires de la Société NOBEL BOZEL, offre que la Chambre Syndicale des Agents de Change a portée à la connaissance du public par avis n° 74-123 publié à la Cote Officielle du 13 février 1974, j'ai l'honneur de vous faire parvenir, sous ce pli ........ actions NOBEL BOZEL appartenant à un certain nombre de mes clients qui m'ont donné ordre irrévocable, sauf dans l'hypothèse prévue au paragraphe II dudit avis « Passation des ordres de vente » de répondre positivement à l'offre publique et de vendre leurs titres, au prix unitaire de 154 F. (1) Au cas où la Chambre Syndicale déclarerait que cette offre publique d'achat comporte une suite positive, les ordres de vente de ma clientèle, dont vous voudrez bien trouver ci-joint l'état détaillé en double exemplaire, devront être confiés à M. A. .......... (ou A, B, C), Agent de change de Paris, qui en assurera l'exécution. Veuillez agréer, Monsieur le Syndic, (1) Seuls les intermédiaires autres que les Agents de change de Paris ont à remplir ce paragraphe. Offre Publique d'Achat d'actions de la Société NOBEL BOZEL Etablissement Dépôt n° : Date : Agent de change de Paris chargé de vendre les titres (1) : <box>680 182 1140 1931</box>
index-value-cell: 213,9 <box>1570 1657 1606 1681</box>
index-label-cell: 3. — Biens d'équipement <box>1159 1146 1444 1170</box>
notice-number: N° 74 - 123 <box>313 1517 376 1532</box>
index-value-cell: 142,3 <box>1606 579 1642 603</box>
index-value-cell: 86,2 <box>1444 1073 1480 1097</box>
index-value-cell: 88,5 <box>1444 363 1480 387</box>
index-value-cell: 148,2 <box>1570 579 1606 603</box>
index-value-cell: 127,0 <box>1480 1560 1517 1584</box>
index-value-cell: 63,2 <box>1570 951 1606 975</box>
index-value-cell: 219,5 <box>1606 1900 1642 1925</box>
index-value-cell: 49,1 <box>1444 927 1480 951</box>
index-label-cell: 8. — Sociétés Financières <box>1159 1706 1444 1730</box>
index-value-cell: 98,0 <box>1444 1706 1480 1730</box>
index-row <box>1159 853 1642 878</box>
index-value-cell: 105,7 <box>1444 1584 1480 1608</box>
index-label-cell: Assurances <box>1159 1730 1444 1754</box>
index-row <box>1159 1170 1642 1194</box>
etablissement-field[interactable] <box>237 1319 469 1320</box>
index-row <box>1159 603 1642 628</box>
index-value-cell: 80,3 <box>1570 435 1606 459</box>
index-value-cell: 85,1 <box>1570 603 1606 628</box>
index-label-cell: Bois et Matériaux de construction <box>1159 1073 1444 1097</box>
indices-subtitle: des valeurs françaises à revenu variable <box>1280 221 1533 236</box>
index-value-cell: 90,0 <box>1480 1219 1517 1243</box>
index-value-cell: — 2,6 % <box>1516 1608 1570 1633</box>
index-value-cell: + 1,6 % <box>1516 853 1570 878</box>
